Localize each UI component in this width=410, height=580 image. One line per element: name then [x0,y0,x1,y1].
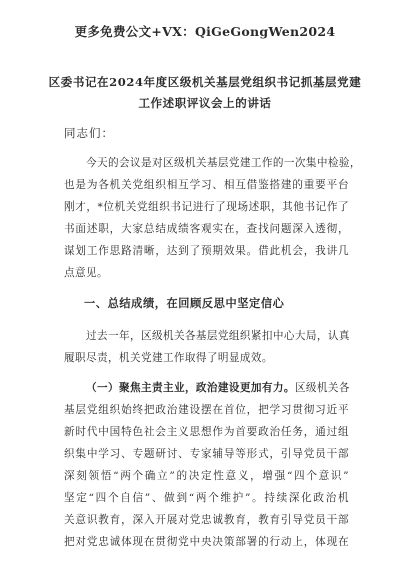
intro-line: 谋划工作思路清晰，达到了预期效果。借此机会，我讲几 [64,245,349,257]
intro-line: 书面述职，大家总结成绩客观实在，查找问题深入透彻， [64,223,349,235]
header-note: 更多免费公文+VX：QiGeGongWen2024 [74,24,336,39]
subsection-line: 深刻领悟“两个确立”的决定性意义，增强“四个意识” [64,470,349,482]
intro-line: 刚才，*位机关党组织书记进行了现场述职，其他书记作了 [64,201,349,213]
subsection-line: 坚定“四个自信”、做到“两个维护”。持续深化政治机 [64,492,349,504]
subsection-line: 把对党忠诚体现在贯彻党中央决策部署的行动上，体现在 [64,536,349,548]
title-line-1: 区委书记在2024年度区级机关基层党组织书记抓基层党建 [48,75,362,89]
subsection-line: 基层党组织始终把政治建设摆在首位，把学习贯彻习近平 [64,404,349,416]
subsection-heading: （一）聚焦主责主业，政治建设更加有力。 [86,382,295,394]
intro-line: 今天的会议是对区级机关基层党建工作的一次集中检验， [86,157,361,169]
subsection-line: 新时代中国特色社会主义思想作为首要政治任务，通过组 [64,426,349,438]
intro-line: 点意见。 [64,267,108,279]
subsection-line: 关意识教育，深入开展对党忠诚教育，教育引导党员干部 [64,514,349,526]
section-line: 履职尽责，机关党建工作取得了明显成效。 [64,352,273,364]
title-line-2: 工作述职评议会上的讲话 [138,96,272,110]
section-line: 过去一年，区级机关各基层党组织紧扣中心大局，认真 [86,330,350,342]
subsection-first-line [86,380,349,395]
section-heading: 一、总结成绩，在回顾反思中坚定信心 [84,296,285,310]
subsection-line: 织集中学习、专题研讨、专家辅导等形式，引导党员干部 [64,448,349,460]
salutation: 同志们： [64,126,114,140]
intro-line: 也是为各机关党组织相互学习、相互借鉴搭建的重要平台 [64,179,349,191]
subsection-first-line-rest: 区级机关各 [294,382,350,394]
